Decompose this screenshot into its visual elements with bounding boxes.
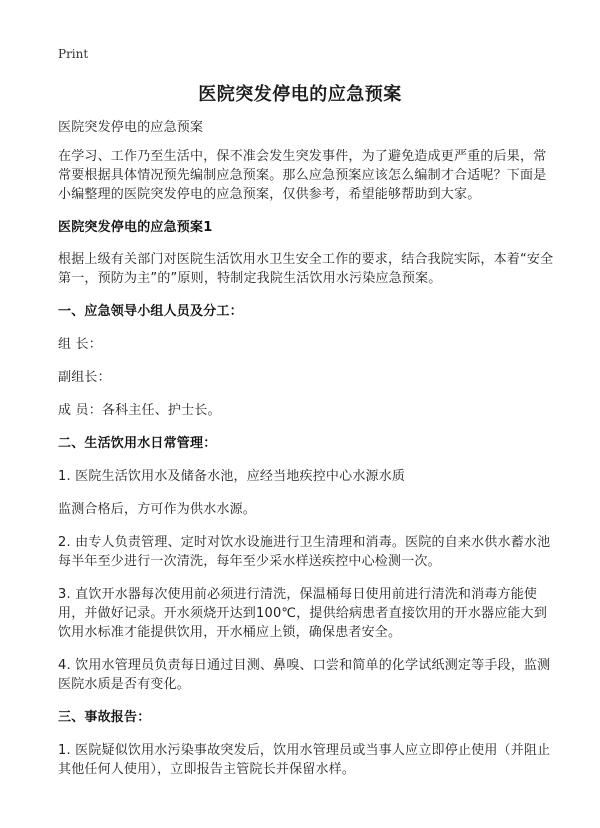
print-label: Print bbox=[58, 47, 89, 61]
plan-intro-paragraph: 根据上级有关部门对医院生活饮用水卫生安全工作的要求，结合我院实际，本着“安全第一，预防为主”的”原则，特制定我院生活饮用水污染应急预案。 bbox=[58, 252, 554, 286]
section-heading-incident-report: 三、事故报告： bbox=[58, 710, 151, 725]
plan-heading: 医院突发停电的应急预案1 bbox=[58, 220, 213, 235]
section-heading-leadership: 一、应急领导小组人员及分工： bbox=[58, 304, 243, 319]
deputy-line: 副组长： bbox=[58, 370, 111, 385]
leader-line: 组 长： bbox=[58, 337, 102, 352]
section-heading-water-management: 二、生活饮用水日常管理： bbox=[58, 436, 217, 451]
list-item-1b: 监测合格后，方可作为供水水源。 bbox=[58, 502, 257, 517]
list-item-1a: 1. 医院生活饮用水及储备水池，应经当地疾控中心水源水质 bbox=[58, 469, 406, 484]
document-body bbox=[58, 116, 554, 779]
list-item-2: 2. 由专人负责管理、定时对饮水设施进行卫生清理和消毒。医院的自来水供水蓄水池每半年至少进行一次清洗，每年至少采水样送疾控中心检测一次。 bbox=[58, 535, 551, 569]
list-item-5: 1. 医院疑似饮用水污染事故突发后，饮用水管理员或当事人应立即停止使用（并阻止其他任何人使用），立即报告主管院长并保留水样。 bbox=[58, 743, 551, 777]
list-item-4: 4. 饮用水管理员负责每日通过目测、鼻嗅、口尝和简单的化学试纸测定等手段，监测医院水质是否有变化。 bbox=[58, 658, 551, 692]
intro-paragraph: 在学习、工作乃至生活中，保不准会发生突发事件，为了避免造成更严重的后果，常常要根据具体情况预先编制应急预案。那么应急预案应该怎么编制才合适呢？下面是小编整理的医院突发停电的应急预案，仅供参考，希望能够帮助到大家。 bbox=[58, 149, 547, 202]
subtitle: 医院突发停电的应急预案 bbox=[58, 120, 204, 135]
list-item-3: 3. 直饮开水器每次使用前必须进行清洗，保温桶每日使用前进行清洗和消毒方能使用，并做好记录。开水须烧开达到100℃，提供给病患者直接饮用的开水器应能大到饮用水标准才能提供饮用，开水桶应上锁，确保患者安全。 bbox=[58, 587, 548, 640]
members-line: 成 员：各科主任、护士长。 bbox=[58, 403, 221, 418]
page-title: 医院突发停电的应急预案 bbox=[198, 84, 402, 105]
